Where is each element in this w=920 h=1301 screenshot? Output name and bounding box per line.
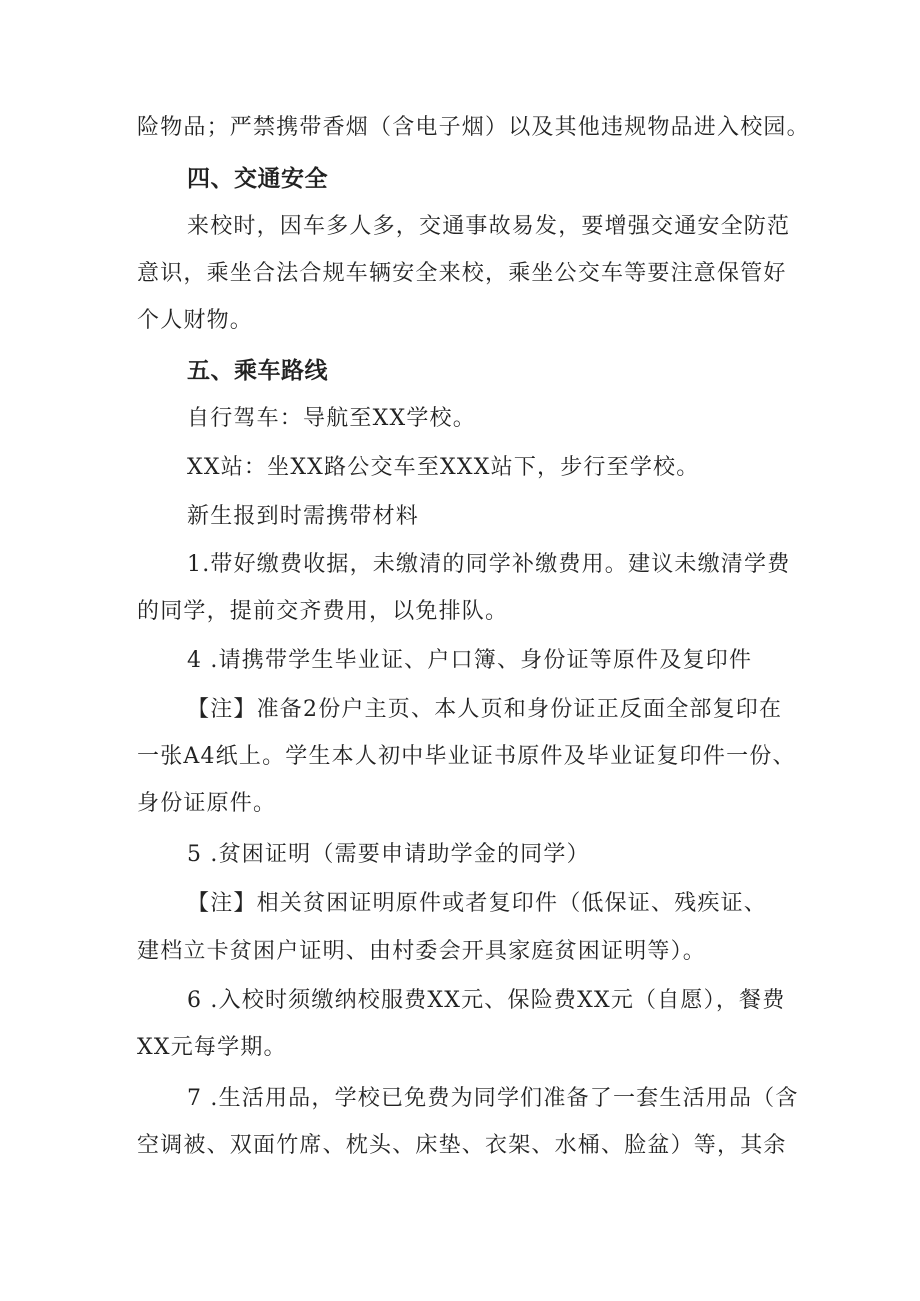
section-heading-bus-routes: 五、乘车路线 — [187, 358, 328, 384]
note-line: 【注】相关贫困证明原件或者复印件（低保证、残疾证、 — [187, 891, 768, 916]
note-line: 【注】准备2份户主页、本人页和身份证正反面全部复印在 — [187, 697, 783, 722]
paragraph-line: 5 .贫困证明（需要申请助学金的同学） — [187, 842, 590, 867]
paragraph-line: XX站：坐XX路公交车至XXX站下，步行至学校。 — [187, 455, 700, 480]
paragraph-line: 意识，乘坐合法合规车辆安全来校，乘坐公交车等要注意保管好 — [137, 261, 787, 286]
paragraph-line: 一张A4纸上。学生本人初中毕业证书原件及毕业证复印件一份、 — [137, 744, 796, 769]
paragraph-line: 来校时，因车多人多，交通事故易发，要增强交通安全防范 — [187, 214, 791, 239]
paragraph-line: 1.带好缴费收据，未缴清的同学补缴费用。建议未缴清学费 — [187, 552, 791, 577]
section-heading-traffic-safety: 四、交通安全 — [187, 166, 328, 192]
paragraph-line: 建档立卡贫困户证明、由村委会开具家庭贫困证明等）。 — [137, 939, 707, 964]
paragraph-line: 新生报到时需携带材料 — [187, 504, 420, 529]
paragraph-line: XX元每学期。 — [137, 1035, 287, 1060]
paragraph-line: 空调被、双面竹席、枕头、床垫、衣架、水桶、脸盆）等，其余 — [137, 1133, 787, 1158]
paragraph-line: 的同学，提前交齐费用，以免排队。 — [137, 599, 509, 624]
paragraph-line: 自行驾车：导航至XX学校。 — [187, 406, 476, 431]
paragraph-line: 7 .生活用品，学校已免费为同学们准备了一套生活用品（含 — [187, 1086, 799, 1111]
paragraph-line: 6 .入校时须缴纳校服费XX元、保险费XX元（自愿），餐费 — [187, 988, 786, 1013]
paragraph-line: 4 .请携带学生毕业证、户口簿、身份证等原件及复印件 — [187, 648, 753, 673]
paragraph-line: 个人财物。 — [137, 308, 254, 333]
paragraph-line: 身份证原件。 — [137, 791, 277, 816]
paragraph-line: 险物品；严禁携带香烟（含电子烟）以及其他违规物品进入校园。 — [137, 115, 810, 140]
